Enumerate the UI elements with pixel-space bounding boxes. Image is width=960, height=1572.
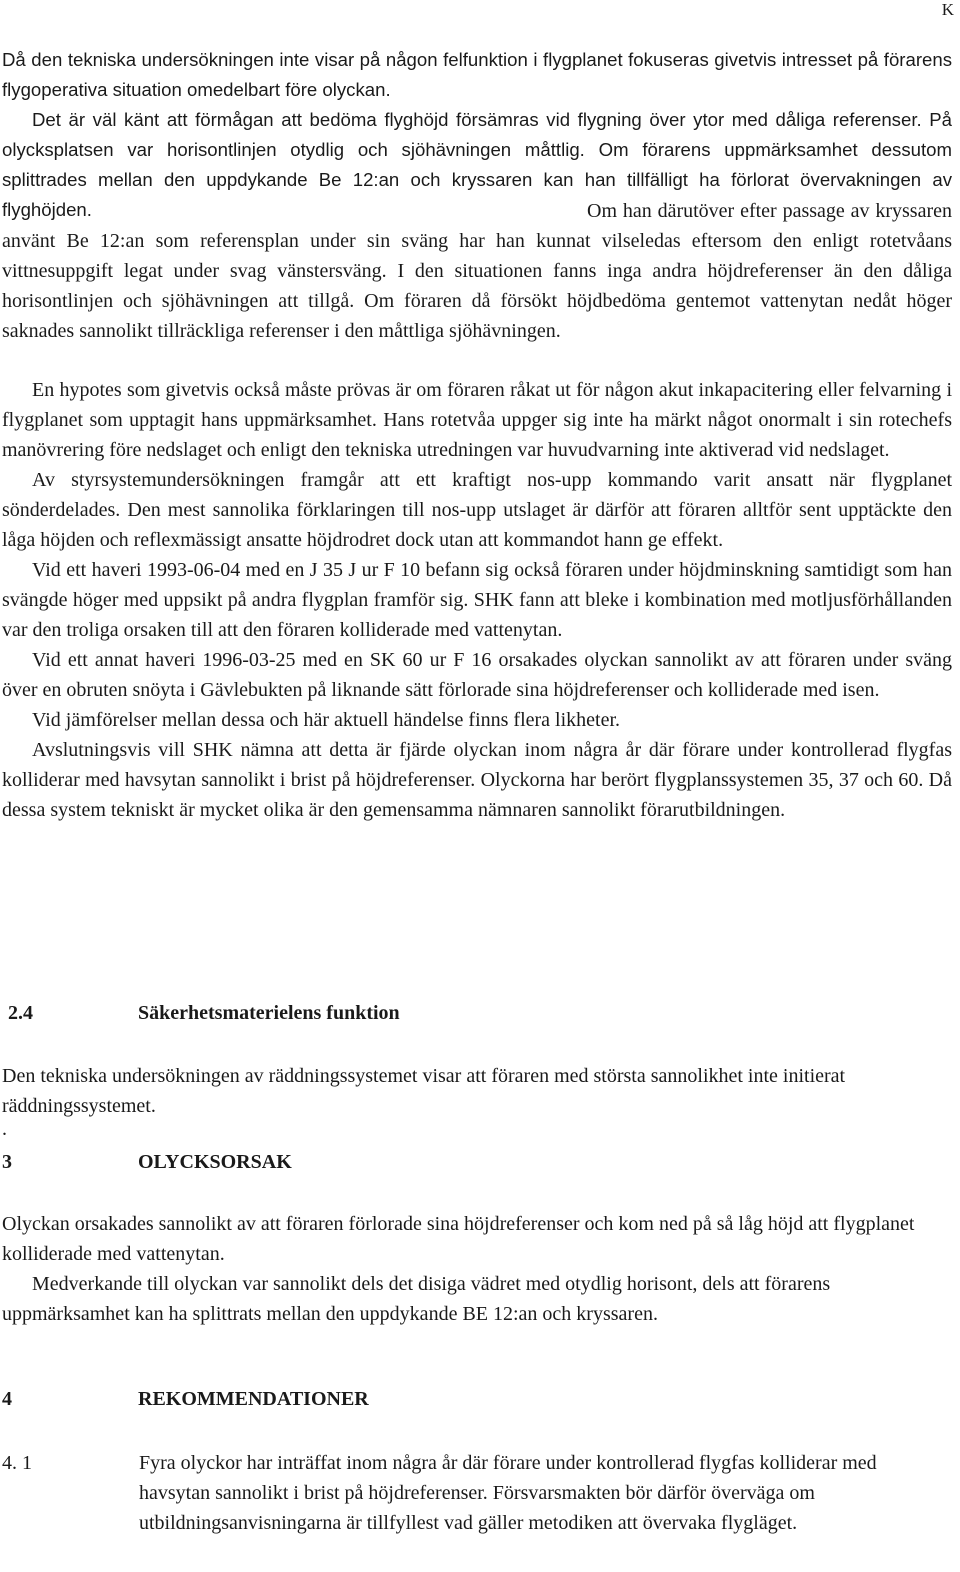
section-title: OLYCKSORSAK — [138, 1151, 292, 1173]
paragraph: En hypotes som givetvis också måste prövas är om föraren råkat ut för någon akut inkapacitering eller felvarning i flygplanet som upptagit hans uppmärksamhet. Hans rotetvåa uppger sig inte ha märkt något onormalt i sin rotechefs manövrering före nedslaget och enligt den tekniska utredningen var huvudvarning inte aktiverad vid nedslaget. — [2, 379, 952, 461]
section-title: Säkerhetsmaterielens funktion — [138, 1002, 400, 1024]
section-number: 4 — [2, 1388, 12, 1410]
paragraph: Medverkande till olyckan var sannolikt dels det disiga vädret med otydlig horisont, dels att förarens uppmärksamhet kan ha splittrats mellan den uppdykande BE 12:an och kryssaren. — [2, 1273, 831, 1325]
paragraph: Vid ett annat haveri 1996-03-25 med en SK 60 ur F 16 orsakades olyckan sannolikt av att föraren under sväng över en obruten snöyta i Gävlebukten på liknande sätt förlorade sina höjdreferenser och kolliderade med isen. — [2, 649, 952, 701]
analysis-serif-block — [2, 375, 952, 825]
stray-dot: . — [2, 1118, 7, 1140]
paragraph: Olyckan orsakades sannolikt av att föraren förlorade sina höjdreferenser och kom ned på så låg höjd att flygplanet kolliderade med vattenytan. — [2, 1213, 915, 1265]
recommendation-text: Fyra olyckor har inträffat inom några år där förare under kontrollerad flygfas kolliderar med havsytan sannolikt i brist på höjdreferenser. Försvarsmakten bör därför överväga om utbildningsanvisningarna är tillfyllest vad gäller metodiken att övervaka flygläget. — [139, 1452, 877, 1534]
section-2-4-text: Den tekniska undersökningen av räddningssystemet visar att föraren med största sannolikhet inte initierat räddningssystemet. — [2, 1065, 846, 1117]
paragraph: Vid ett haveri 1993-06-04 med en J 35 J ur F 10 befann sig också föraren under höjdminskning samtidigt som han svängde höger med uppsikt på andra flygplan framför sig. SHK fann att bleke i kombination med motljusförhållanden var den troliga orsaken till att den föraren kolliderade med vattenytan. — [2, 559, 952, 641]
paragraph: Vid jämförelser mellan dessa och här aktuell händelse finns flera likheter. — [32, 709, 621, 731]
paragraph: Då den tekniska undersökningen inte visar på någon felfunktion i flygplanet fokuseras givetvis intresset på förarens flygoperativa situation omedelbart före olyckan. — [2, 49, 952, 100]
paragraph: Det är väl känt att förmågan att bedöma flyghöjd försämras vid flygning över ytor med dåliga referenser. På olycksplatsen var horisontlinjen otydlig och sjöhävningen måttlig. Om förarens uppmärksamhet dessutom splittrades mellan den uppdykande Be 12:an och kryssaren kan han tillfälligt ha förlorat övervakningen av flyghöjden. — [2, 109, 952, 220]
recommendation-number: 4. 1 — [2, 1452, 32, 1474]
section-title: REKOMMENDATIONER — [138, 1388, 369, 1410]
paragraph-continuation: Om han därutöver efter passage av kryssaren använt Be 12:an som referensplan under sin sväng har han kunnat vilseledas eftersom den enligt rotetvåans vittnesuppgift legat under svag vänstersväng. I den situationen fanns inga andra höjdreferenser än den dåliga horisontlinjen och sjöhävningen att tillgå. Om föraren då försökt höjdbedöma gentemot vattenytan nedåt höger saknades sannolikt tillräckliga referenser i den måttliga sjöhävningen. — [2, 200, 952, 342]
paragraph: Avslutningsvis vill SHK nämna att detta är fjärde olyckan inom några år där förare under kontrollerad flygfas kolliderar med havsytan sannolikt i brist på höjdreferenser. Olyckorna har berört flygplanssystemen 35, 37 och 60. Då dessa system tekniskt är mycket olika är den gemensamma nämnaren sannolikt förarutbildningen. — [2, 739, 952, 821]
paragraph: Av styrsystemundersökningen framgår att ett kraftigt nos-upp kommando varit ansatt när flygplanet sönderdelades. Den mest sannolika förklaringen till nos-upp utslaget är därför att föraren alltför sent upptäckte den låga höjden och reflexmässigt ansatte höjdrodret dock utan att kommandot hann ge effekt. — [2, 469, 952, 551]
section-number: 2.4 — [8, 1002, 33, 1024]
page-corner-mark: K — [941, 0, 954, 19]
section-number: 3 — [2, 1151, 12, 1173]
section-3-body — [2, 1209, 952, 1329]
